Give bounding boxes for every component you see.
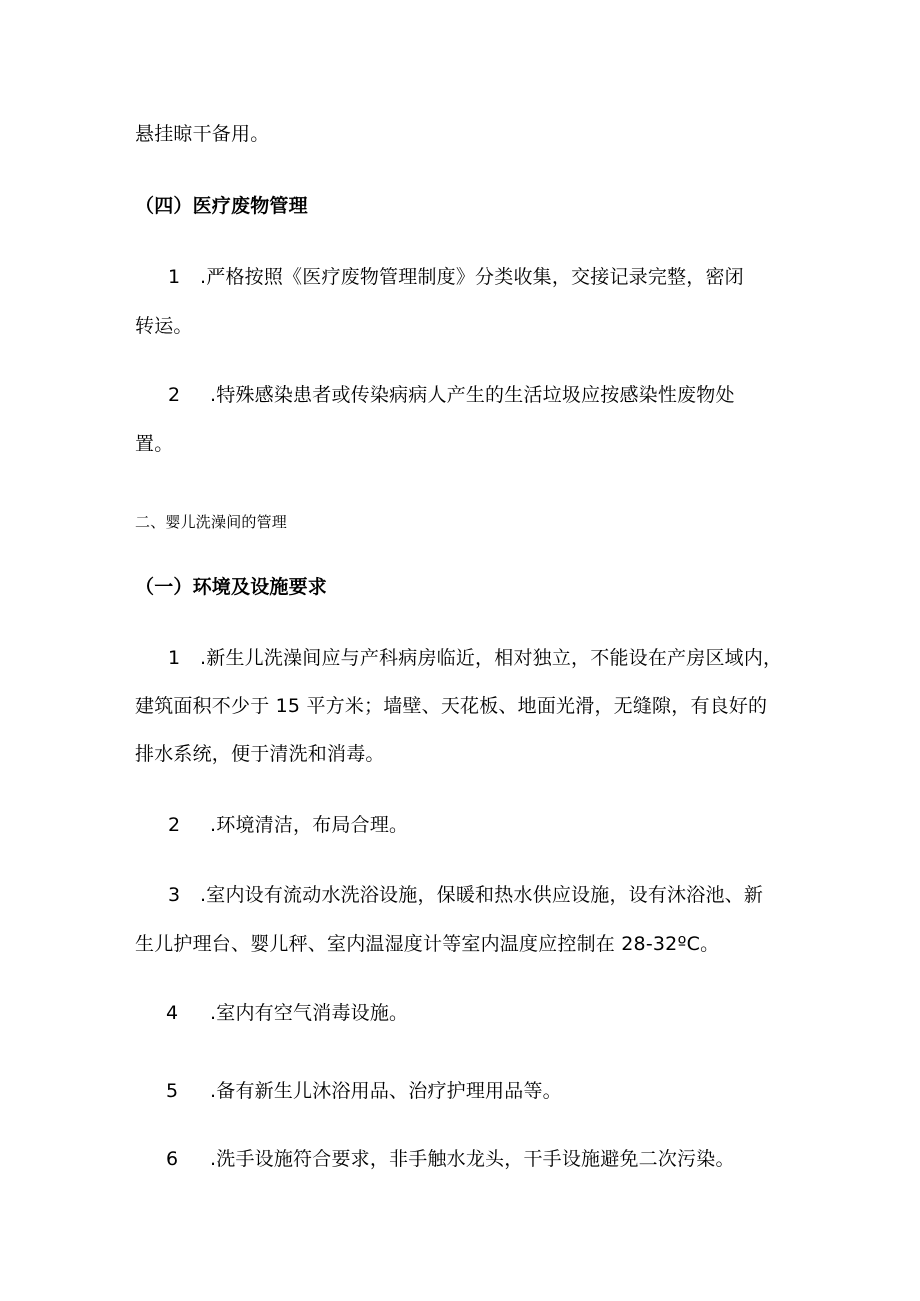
env-item-1-line2: 建筑面积不少于 15 平方米；墙壁、天花板、地面光滑，无缝隙，有良好的 <box>135 695 768 717</box>
env-item-1-line1: .新生儿洗澡间应与产科病房临近，相对独立，不能设在产房区域内， <box>200 647 783 669</box>
item-number: 6 <box>166 1148 179 1170</box>
item-number: 1 <box>168 266 181 288</box>
item-number: 5 <box>166 1080 179 1102</box>
waste-item-2-line2: 置。 <box>135 433 174 455</box>
env-item-6-line1: .洗手设施符合要求，非手触水龙头，干手设施避免二次污染。 <box>210 1148 735 1170</box>
waste-item-1-line1: .严格按照《医疗废物管理制度》分类收集，交接记录完整，密闭 <box>200 266 744 288</box>
env-item-2-line1: .环境清洁，布局合理。 <box>210 814 409 836</box>
heading-environment: （一）环境及设施要求 <box>135 576 328 598</box>
continuation-text: 悬挂晾干备用。 <box>135 123 270 145</box>
env-item-5-line1: .备有新生儿沐浴用品、治疗护理用品等。 <box>210 1080 562 1102</box>
heading-medical-waste: （四）医疗废物管理 <box>135 195 308 217</box>
item-number: 4 <box>166 1002 179 1024</box>
section-heading-bath-room: 二、婴儿洗澡间的管理 <box>135 513 288 531</box>
env-item-3-line1: .室内设有流动水洗浴设施，保暖和热水供应设施，设有沐浴池、新 <box>200 884 764 906</box>
env-item-4-line1: .室内有空气消毒设施。 <box>210 1002 409 1024</box>
waste-item-1-line2: 转运。 <box>135 315 193 337</box>
item-number: 2 <box>168 384 181 406</box>
item-number: 1 <box>168 647 181 669</box>
item-number: 3 <box>168 884 181 906</box>
waste-item-2-line1: .特殊感染患者或传染病病人产生的生活垃圾应按感染性废物处 <box>210 384 735 406</box>
item-number: 2 <box>168 814 181 836</box>
env-item-3-line2: 生儿护理台、婴儿秤、室内温湿度计等室内温度应控制在 28-32ºC。 <box>135 933 720 955</box>
env-item-1-line3: 排水系统，便于清洗和消毒。 <box>135 743 385 765</box>
